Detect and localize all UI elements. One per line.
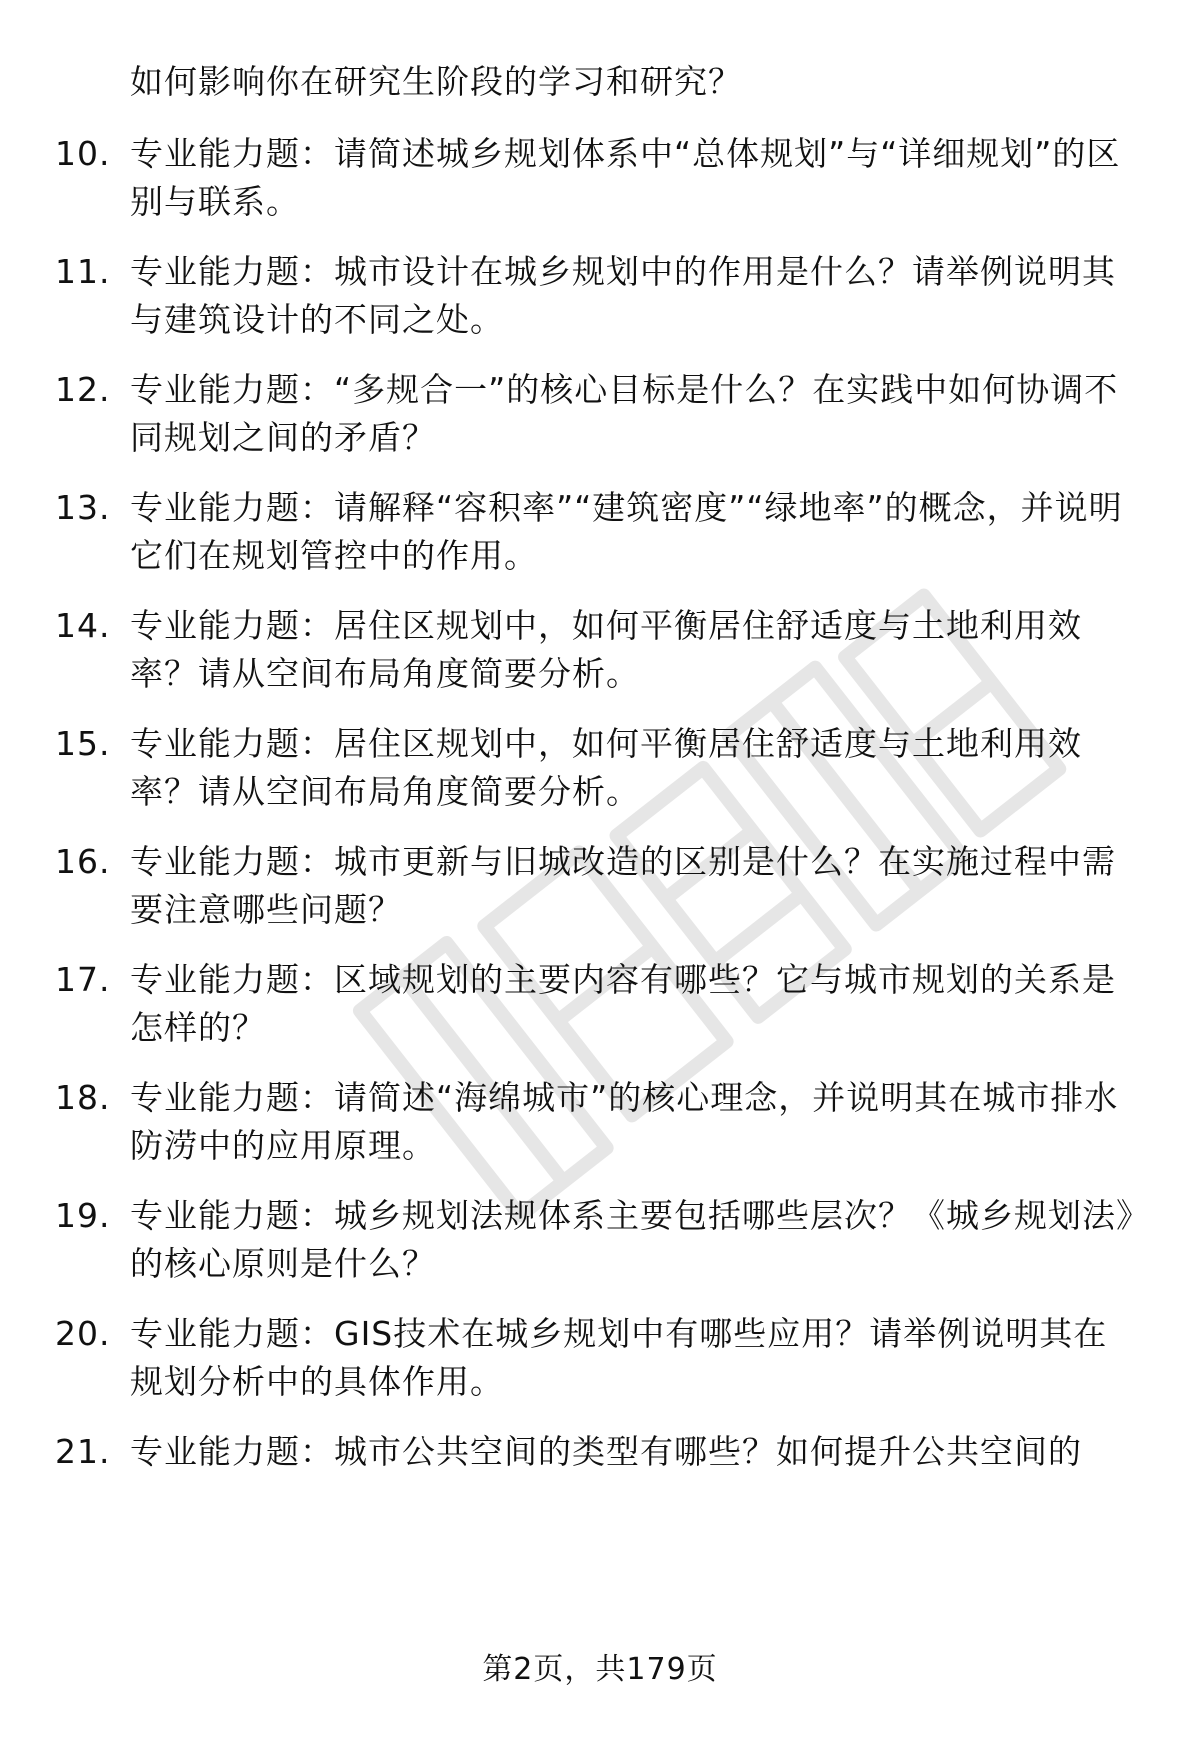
- question-number: 16.: [55, 842, 111, 881]
- page-footer: 第2页，共179页: [482, 1652, 718, 1687]
- question-number: 19.: [55, 1196, 111, 1235]
- question-text: 专业能力题：GIS技术在城乡规划中有哪些应用？请举例说明其在规划分析中的具体作用。: [130, 1314, 1108, 1401]
- question-number: 15.: [55, 724, 111, 763]
- question-text: 专业能力题：请简述“海绵城市”的核心理念，并说明其在城市排水防涝中的应用原理。: [130, 1078, 1119, 1165]
- question-continuation: 如何影响你在研究生阶段的学习和研究？: [130, 62, 742, 101]
- question-number: 20.: [55, 1314, 111, 1353]
- question-number: 14.: [55, 606, 111, 645]
- question-number: 10.: [55, 134, 111, 173]
- question-number: 21.: [55, 1432, 111, 1471]
- question-text: 专业能力题：居住区规划中，如何平衡居住舒适度与土地利用效率？请从空间布局角度简要分析。: [130, 606, 1082, 693]
- question-number: 18.: [55, 1078, 111, 1117]
- question-text: 专业能力题：居住区规划中，如何平衡居住舒适度与土地利用效率？请从空间布局角度简要分析。: [130, 724, 1082, 811]
- question-text: 专业能力题：区域规划的主要内容有哪些？它与城市规划的关系是怎样的？: [130, 960, 1116, 1047]
- question-number: 13.: [55, 488, 111, 527]
- question-number: 12.: [55, 370, 111, 409]
- question-text: 专业能力题：城市更新与旧城改造的区别是什么？在实施过程中需要注意哪些问题？: [130, 842, 1116, 929]
- question-text: 专业能力题：“多规合一”的核心目标是什么？在实践中如何协调不同规划之间的矛盾？: [130, 370, 1119, 457]
- question-text: 专业能力题：城乡规划法规体系主要包括哪些层次？《城乡规划法》的核心原则是什么？: [130, 1196, 1134, 1283]
- question-text: 专业能力题：请简述城乡规划体系中“总体规划”与“详细规划”的区别与联系。: [130, 134, 1121, 221]
- question-number: 17.: [55, 960, 111, 999]
- question-text: 专业能力题：城市公共空间的类型有哪些？如何提升公共空间的: [130, 1432, 1082, 1471]
- question-number: 11.: [55, 252, 111, 291]
- question-text: 专业能力题：请解释“容积率”“建筑密度”“绿地率”的概念，并说明它们在规划管控中的作用。: [130, 488, 1123, 575]
- question-text: 专业能力题：城市设计在城乡规划中的作用是什么？请举例说明其与建筑设计的不同之处。: [130, 252, 1116, 339]
